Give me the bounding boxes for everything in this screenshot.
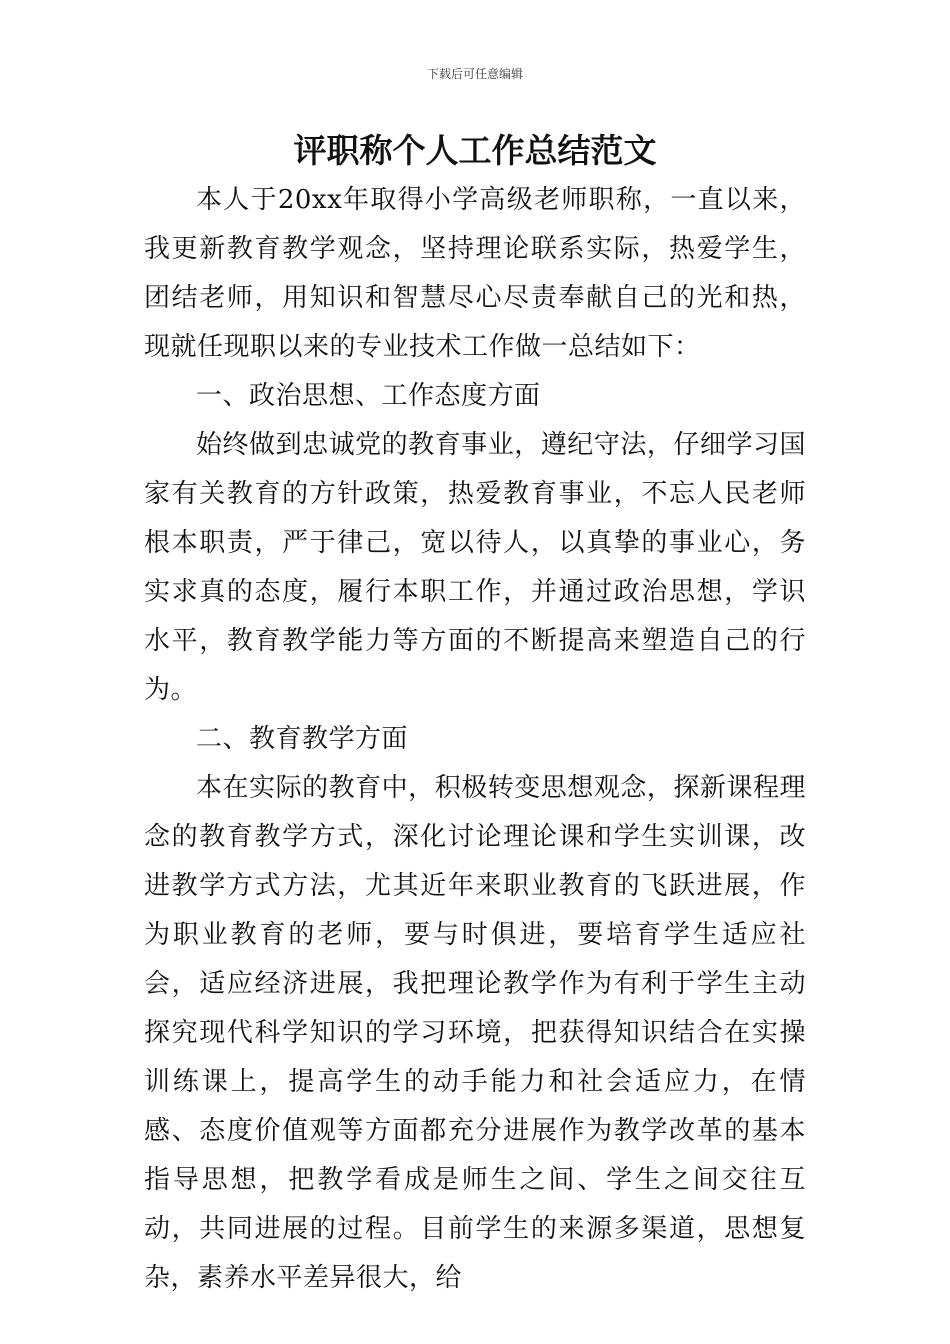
paragraph-political: 始终做到忠诚党的教育事业，遵纪守法，仔细学习国家有关教育的方针政策，热爱教育事业，不忘人民老师根本职责，严于律己，宽以待人，以真挚的事业心，务实求真的态度，履行本职工作，并通过政治思想，学识水平，教育教学能力等方面的不断提高来塑造自己的行为。 <box>144 430 806 705</box>
document-body <box>144 176 806 1303</box>
document-title: 评职称个人工作总结范文 <box>293 131 657 170</box>
section-heading-teaching: 二、教育教学方面 <box>196 724 409 754</box>
section-heading-political: 一、政治思想、工作态度方面 <box>196 381 541 411</box>
paragraph-intro: 本人于20xx年取得小学高级老师职称，一直以来，我更新教育教学观念，坚持理论联系实际，热爱学生，团结老师，用知识和智慧尽心尽责奉献自己的光和热，现就任现职以来的专业技术工作做一总结如下： <box>144 185 806 362</box>
header-note: 下载后可任意编辑 <box>426 67 523 81</box>
paragraph-teaching: 本在实际的教育中，积极转变思想观念，探新课程理念的教育教学方式，深化讨论理论课和学生实训课，改进教学方式方法，尤其近年来职业教育的飞跃进展，作为职业教育的老师，要与时俱进，要培育学生适应社会，适应经济进展，我把理论教学作为有利于学生主动探究现代科学知识的学习环境，把获得知识结合在实操训练课上，提高学生的动手能力和社会适应力，在情感、态度价值观等方面都充分进展作为教学改革的基本指导思想，把教学看成是师生之间、学生之间交往互动，共同进展的过程。目前学生的来源多渠道，思想复杂，素养水平差异很大，给 <box>144 773 806 1293</box>
